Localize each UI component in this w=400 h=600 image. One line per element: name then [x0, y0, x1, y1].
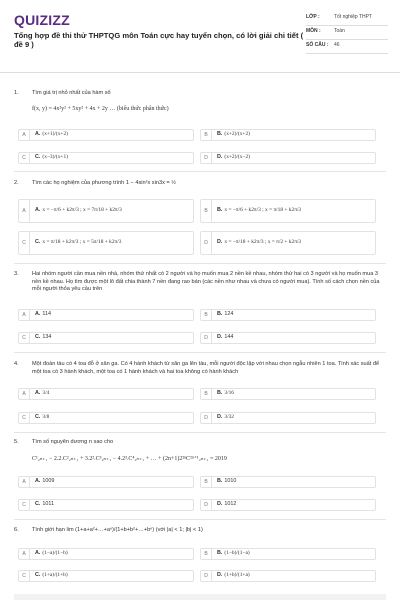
question-4	[14, 361, 386, 376]
question-divider	[14, 519, 386, 520]
option-prefix: B.	[217, 478, 223, 485]
option-letter: B	[201, 549, 212, 559]
meta-key: LỚP :	[306, 14, 320, 20]
question-3	[14, 271, 386, 294]
question-2	[14, 180, 386, 188]
option-letter: B	[201, 310, 212, 320]
option-letter: C	[19, 571, 30, 581]
option-letter: D	[201, 153, 212, 163]
option-c[interactable]	[18, 332, 194, 344]
option-c[interactable]	[18, 412, 194, 424]
option-letter: D	[201, 500, 212, 510]
option-c[interactable]	[18, 499, 194, 511]
option-letter: A	[19, 389, 30, 399]
option-prefix: A.	[35, 478, 41, 485]
option-text: 1009	[42, 478, 55, 485]
option-prefix: B.	[217, 207, 223, 214]
option-text: (1−b)/(1−a)	[224, 550, 250, 557]
question-divider	[14, 171, 386, 172]
option-text: 1011	[42, 501, 54, 508]
option-text: 144	[224, 334, 234, 341]
option-text: (1−a)/(1−b)	[42, 550, 68, 557]
question-5	[14, 439, 386, 462]
option-letter: B	[201, 477, 212, 487]
meta-table	[306, 12, 388, 54]
option-prefix: B.	[217, 311, 223, 318]
option-text: (1+b)/(1+a)	[224, 572, 250, 579]
question-number: 6.	[14, 527, 19, 533]
option-text: 124	[224, 311, 234, 318]
question-1	[14, 90, 386, 112]
option-letter: B	[201, 200, 212, 222]
question-divider	[14, 263, 386, 264]
option-letter: D	[201, 413, 212, 423]
option-prefix: A.	[35, 311, 41, 318]
option-text: 134	[42, 334, 52, 341]
meta-key: SỐ CÂU :	[306, 42, 329, 48]
option-a[interactable]	[18, 548, 194, 560]
option-text: 3/8	[42, 414, 50, 421]
option-letter: A	[19, 477, 30, 487]
option-b[interactable]	[200, 548, 376, 560]
option-prefix: A.	[35, 207, 41, 214]
option-text: x = −π/6 + k2π/3 ; x = 7π/18 + k2π/3	[42, 207, 122, 214]
option-letter: D	[201, 571, 212, 581]
option-letter: B	[201, 130, 212, 140]
option-d[interactable]	[200, 231, 376, 255]
question-formula: f(x, y) = 4x²y² + 5xy² + 4x + 2y … (biểu thức phân thức)	[32, 105, 169, 112]
option-prefix: C.	[35, 239, 41, 246]
option-prefix: D.	[217, 239, 223, 246]
option-c[interactable]	[18, 570, 194, 582]
option-a[interactable]	[18, 388, 194, 400]
meta-key: MÔN :	[306, 28, 321, 34]
option-a[interactable]	[18, 309, 194, 321]
option-letter: C	[19, 333, 30, 343]
option-letter: B	[201, 389, 212, 399]
option-letter: D	[201, 232, 212, 254]
option-text: (x+1)/(x+2)	[42, 131, 68, 138]
option-b[interactable]	[200, 309, 376, 321]
option-prefix: D.	[217, 154, 223, 161]
option-a[interactable]	[18, 129, 194, 141]
option-prefix: C.	[35, 414, 41, 421]
option-prefix: B.	[217, 550, 223, 557]
meta-row-class	[306, 12, 388, 26]
next-question-cutoff	[14, 594, 386, 600]
option-text: x = π/18 + k2π/3 ; x = 5π/18 + k2π/3	[42, 239, 122, 246]
question-text: Tìm số nguyên dương n sao cho	[32, 439, 114, 445]
option-prefix: A.	[35, 550, 41, 557]
meta-value: 46	[334, 42, 340, 48]
option-text: (x−3)/(x+1)	[42, 154, 68, 161]
option-text: x = −π/6 + k2π/3 ; x = π/18 + k2π/3	[224, 207, 302, 214]
option-prefix: D.	[217, 572, 223, 579]
option-prefix: D.	[217, 334, 223, 341]
option-text: x = −π/18 + k2π/3 ; x = π/2 + k2π/3	[224, 239, 302, 246]
option-a[interactable]	[18, 476, 194, 488]
option-c[interactable]	[18, 152, 194, 164]
option-d[interactable]	[200, 499, 376, 511]
option-text: 3/32	[224, 414, 234, 421]
question-formula: C¹₂ₙ₊₁ − 2.2.C²₂ₙ₊₁ + 3.2².C³₂ₙ₊₁ − 4.2³.C⁴₂ₙ₊₁ + … + (2n+1)2²ⁿC²ⁿ⁺¹₂ₙ₊₁ = 2019	[32, 455, 227, 462]
question-text: Tính giới hạn lim (1+a+a²+…+aⁿ)/(1+b+b²+…+bⁿ) (với |a| < 1; |b| < 1)	[32, 527, 203, 533]
option-b[interactable]	[200, 199, 376, 223]
meta-row-subject	[306, 26, 388, 40]
option-text: (1+a)/(1+b)	[42, 572, 68, 579]
header-divider	[0, 72, 400, 73]
option-letter: A	[19, 130, 30, 140]
option-b[interactable]	[200, 388, 376, 400]
option-letter: C	[19, 413, 30, 423]
option-letter: C	[19, 500, 30, 510]
question-number: 4.	[14, 361, 19, 367]
option-prefix: D.	[217, 501, 223, 508]
option-d[interactable]	[200, 570, 376, 582]
option-d[interactable]	[200, 152, 376, 164]
option-d[interactable]	[200, 332, 376, 344]
option-prefix: C.	[35, 501, 41, 508]
question-divider	[14, 352, 386, 353]
option-b[interactable]	[200, 476, 376, 488]
worksheet-title: Tổng hợp đề thi thử THPTQG môn Toán cực hay tuyển chọn, có lời giải chi tiết ( đề 9 )	[14, 31, 304, 50]
option-prefix: C.	[35, 154, 41, 161]
meta-value: Tốt nghiệp THPT	[334, 14, 372, 20]
question-text: Tìm giá trị nhỏ nhất của hàm số	[32, 90, 111, 96]
question-text: Tìm các họ nghiệm của phương trình 1 − 4sin²x sin3x = ½	[32, 180, 176, 186]
question-divider	[14, 432, 386, 433]
option-prefix: A.	[35, 131, 41, 138]
question-number: 5.	[14, 439, 19, 445]
question-text: Một đoàn tàu có 4 toa đỗ ở sân ga. Có 4 hành khách từ sân ga lên tàu, mỗi người độc lập với nhau chọn ngẫu nhiên 1 toa. Tính xác suất để một toa có 3 hành khách, một toa có 1 hành khách và hai toa không có hành khách	[32, 361, 380, 375]
meta-value: Toán	[334, 28, 345, 34]
meta-row-question-count	[306, 40, 388, 54]
option-text: (x+2)/(x−2)	[224, 154, 250, 161]
question-number: 3.	[14, 271, 19, 277]
option-letter: A	[19, 310, 30, 320]
brand-logo: QUIZIZZ	[14, 12, 70, 28]
option-letter: A	[19, 549, 30, 559]
option-a[interactable]	[18, 199, 194, 223]
option-prefix: C.	[35, 572, 41, 579]
option-text: 114	[42, 311, 51, 318]
question-6	[14, 527, 386, 535]
option-text: 3/16	[224, 390, 234, 397]
option-prefix: C.	[35, 334, 41, 341]
option-letter: A	[19, 200, 30, 222]
option-text: 3/4	[42, 390, 50, 397]
option-prefix: A.	[35, 390, 41, 397]
option-prefix: D.	[217, 414, 223, 421]
option-c[interactable]	[18, 231, 194, 255]
option-prefix: B.	[217, 390, 223, 397]
option-letter: C	[19, 232, 30, 254]
question-text: Hai nhóm người cần mua nền nhà, nhóm thứ nhất có 2 người và họ muốn mua 2 nền kề nhau, nhóm thứ hai có 3 người và họ muốn mua 3 nền kề nhau. Họ tìm được một lô đất chia thành 7 nền đang rao bán (các nền như nhau và chưa có người mua). Tính số cách chọn nền của mỗi người thỏa yêu cầu trên	[32, 271, 380, 293]
option-text: 1010	[224, 478, 237, 485]
option-letter: C	[19, 153, 30, 163]
question-number: 2.	[14, 180, 19, 186]
option-letter: D	[201, 333, 212, 343]
option-d[interactable]	[200, 412, 376, 424]
option-b[interactable]	[200, 129, 376, 141]
question-number: 1.	[14, 90, 19, 96]
option-prefix: B.	[217, 131, 223, 138]
option-text: 1012	[224, 501, 237, 508]
option-text: (x+2)/(x+2)	[224, 131, 250, 138]
